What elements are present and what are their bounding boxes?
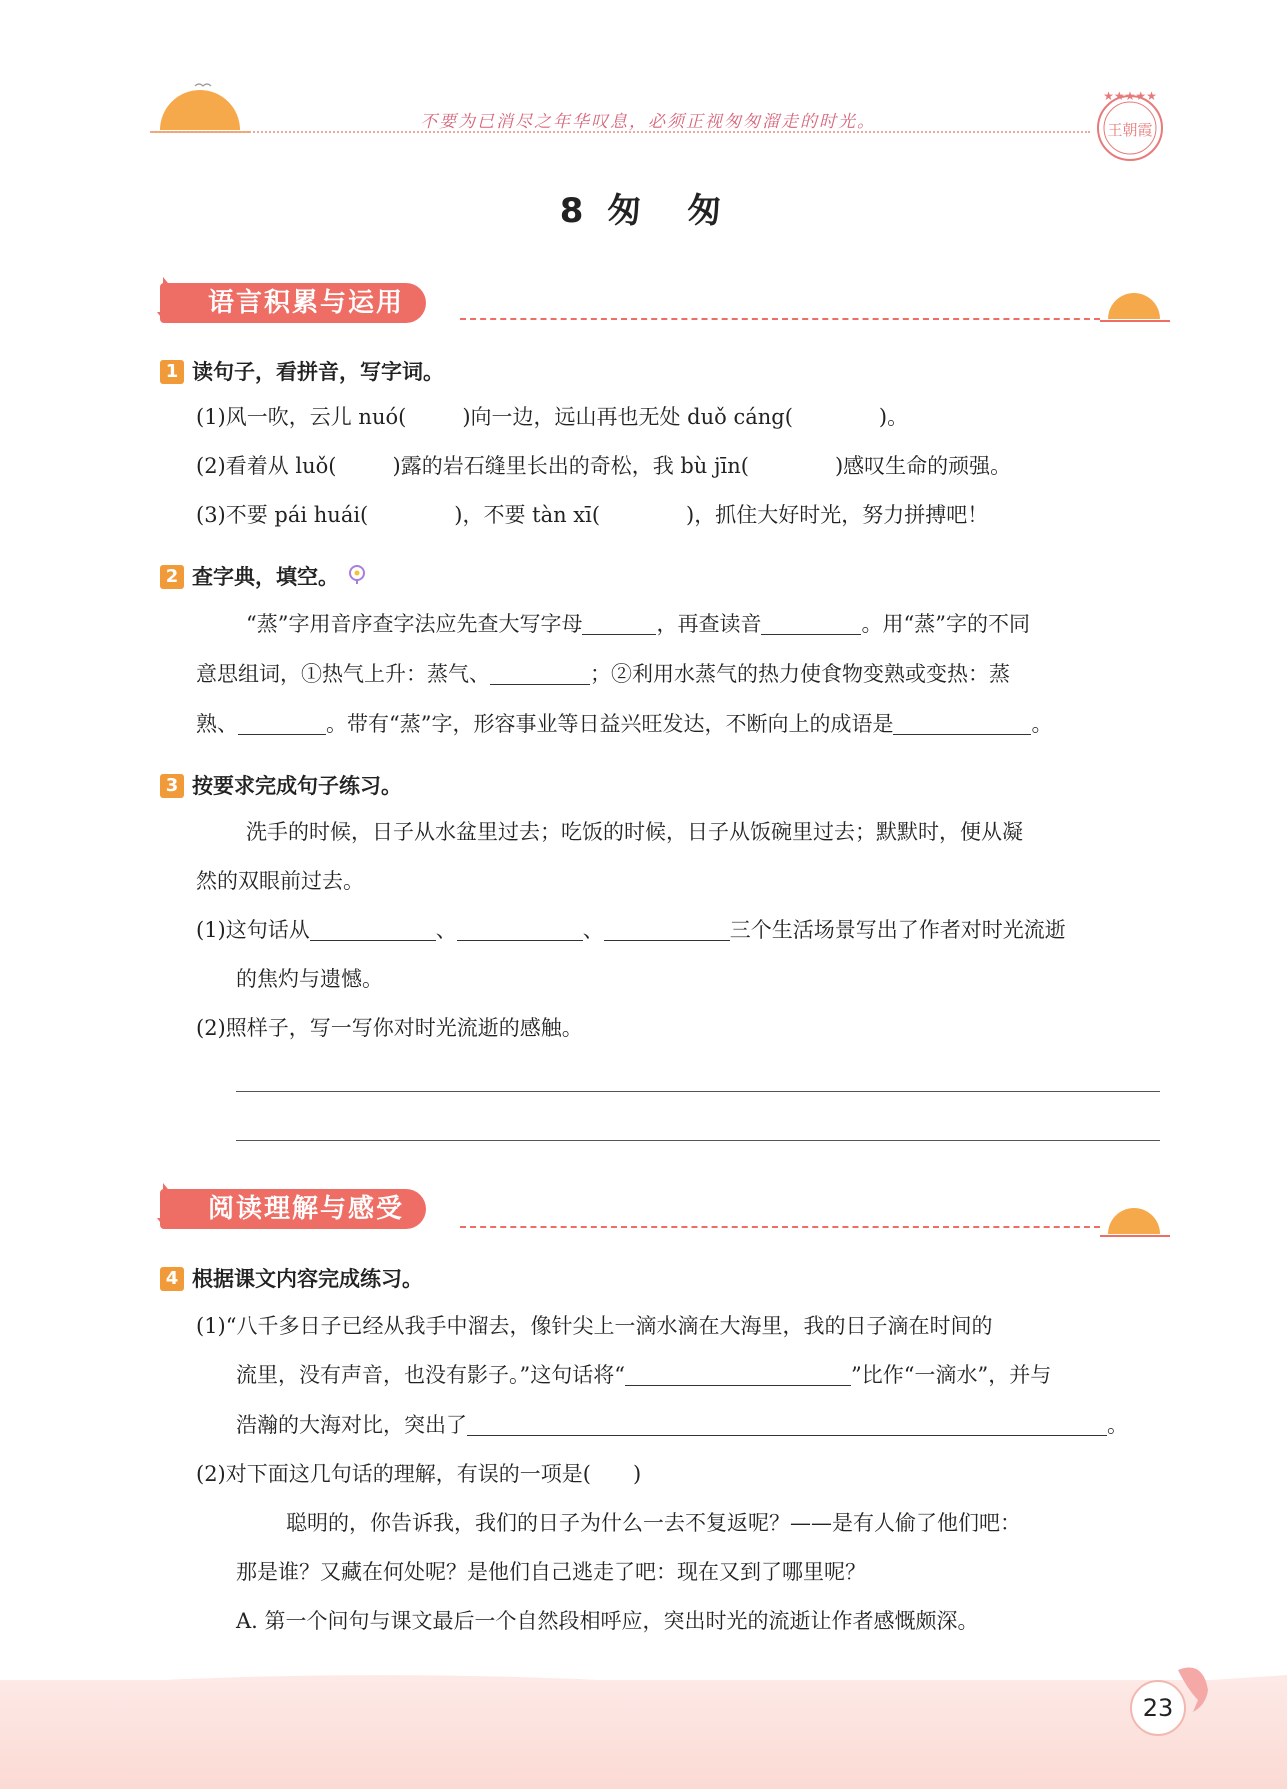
question-3-heading (160, 770, 402, 800)
answer-line[interactable] (236, 1140, 1160, 1141)
fill-blank[interactable] (238, 712, 326, 735)
question-2-heading (160, 561, 368, 591)
section-banner-language: 语言积累与运用 (160, 283, 426, 323)
question-1-heading (160, 356, 444, 386)
answer-line[interactable] (236, 1091, 1160, 1092)
question-number: 1 (160, 360, 184, 384)
question-text: 查字典，填空。 (192, 565, 339, 589)
svg-text:王朝霞: 王朝霞 (1107, 121, 1153, 139)
q4-line-1: (1)“八千多日子已经从我手中溜去，像针尖上一滴水滴在大海里，我的日子滴在时间的 (196, 1314, 993, 1338)
q1-line-1: (1)风一吹，云儿 nuó( )向一边，远山再也无处 duǒ cáng( )。 (196, 405, 909, 429)
q3-sub-1: (1)这句话从 、 、 三个生活场景写出了作者对时光流逝 (196, 918, 1066, 942)
q4-option-a[interactable]: A. 第一个问句与课文最后一个自然段相呼应，突出时光的流逝让作者感慨颇深。 (236, 1609, 979, 1633)
section-divider (460, 1226, 1100, 1228)
question-4-heading (160, 1263, 423, 1293)
question-text: 根据课文内容完成练习。 (192, 1267, 423, 1291)
fill-blank[interactable] (467, 1413, 1107, 1436)
fill-blank[interactable] (310, 918, 436, 941)
fill-blank[interactable] (625, 1363, 851, 1386)
q4-line-3: 浩瀚的大海对比，突出了 。 (236, 1413, 1128, 1437)
fill-blank[interactable] (893, 712, 1031, 735)
q1-line-3: (3)不要 pái huái( )，不要 tàn xī( )，抓住大好时光，努力拼搏吧！ (196, 503, 989, 527)
svg-text:★★★★★: ★★★★★ (1103, 89, 1157, 103)
fill-blank[interactable] (582, 612, 656, 635)
q3-sub-1-cont: 的焦灼与遗憾。 (236, 967, 383, 991)
footer-band (0, 1680, 1287, 1789)
q4-quote-2: 那是谁？又藏在何处呢？是他们自己逃走了吧：现在又到了哪里呢？ (236, 1560, 866, 1584)
fill-blank[interactable] (761, 612, 861, 635)
question-number: 4 (160, 1267, 184, 1291)
q1-line-2: (2)看着从 luǒ( )露的岩石缝里长出的奇松，我 bù jīn( )感叹生命的顽强。 (196, 454, 1012, 478)
q3-sub-2: (2)照样子，写一写你对时光流逝的感触。 (196, 1016, 583, 1040)
sun-header-icon (150, 78, 250, 138)
sun-small-icon (1100, 285, 1170, 325)
section-banner-reading: 阅读理解与感受 (160, 1189, 426, 1229)
section-divider (460, 318, 1100, 320)
question-text: 按要求完成句子练习。 (192, 774, 402, 798)
header-motto: 不要为已消尽之年华叹息，必须正视匆匆溜走的时光。 (420, 112, 876, 132)
sun-small-icon (1100, 1200, 1170, 1240)
q3-passage-2: 然的双眼前过去。 (196, 869, 364, 893)
q4-quote-1: 聪明的，你告诉我，我们的日子为什么一去不复返呢？——是有人偷了他们吧： (286, 1511, 1021, 1535)
q3-passage-1: 洗手的时候，日子从水盆里过去；吃饭的时候，日子从饭碗里过去；默默时，便从凝 (246, 820, 1023, 844)
question-text: 读句子，看拼音，写字词。 (192, 360, 444, 384)
brand-seal-logo (1090, 78, 1170, 168)
fill-blank[interactable] (490, 662, 590, 685)
page-number: 23 (1130, 1680, 1186, 1736)
q4-line-4: (2)对下面这几句话的理解，有误的一项是( ) (196, 1462, 642, 1486)
fill-blank[interactable] (604, 918, 730, 941)
page-title: 8 匆 匆 (559, 191, 728, 231)
q4-line-2: 流里，没有声音，也没有影子。”这句话将“ ”比作“一滴水”，并与 (236, 1363, 1052, 1387)
q2-line-1: “蒸”字用音序查字法应先查大写字母 ，再查读音 。用“蒸”字的不同 (246, 612, 1030, 636)
q2-line-2: 意思组词，①热气上升：蒸气、 ；②利用水蒸气的热力使食物变熟或变热：蒸 (196, 662, 1010, 686)
location-pin-icon (346, 564, 368, 586)
question-number: 2 (160, 565, 184, 589)
q2-line-3: 熟、 。带有“蒸”字，形容事业等日益兴旺发达，不断向上的成语是 。 (196, 712, 1053, 736)
question-number: 3 (160, 774, 184, 798)
fill-blank[interactable] (457, 918, 583, 941)
